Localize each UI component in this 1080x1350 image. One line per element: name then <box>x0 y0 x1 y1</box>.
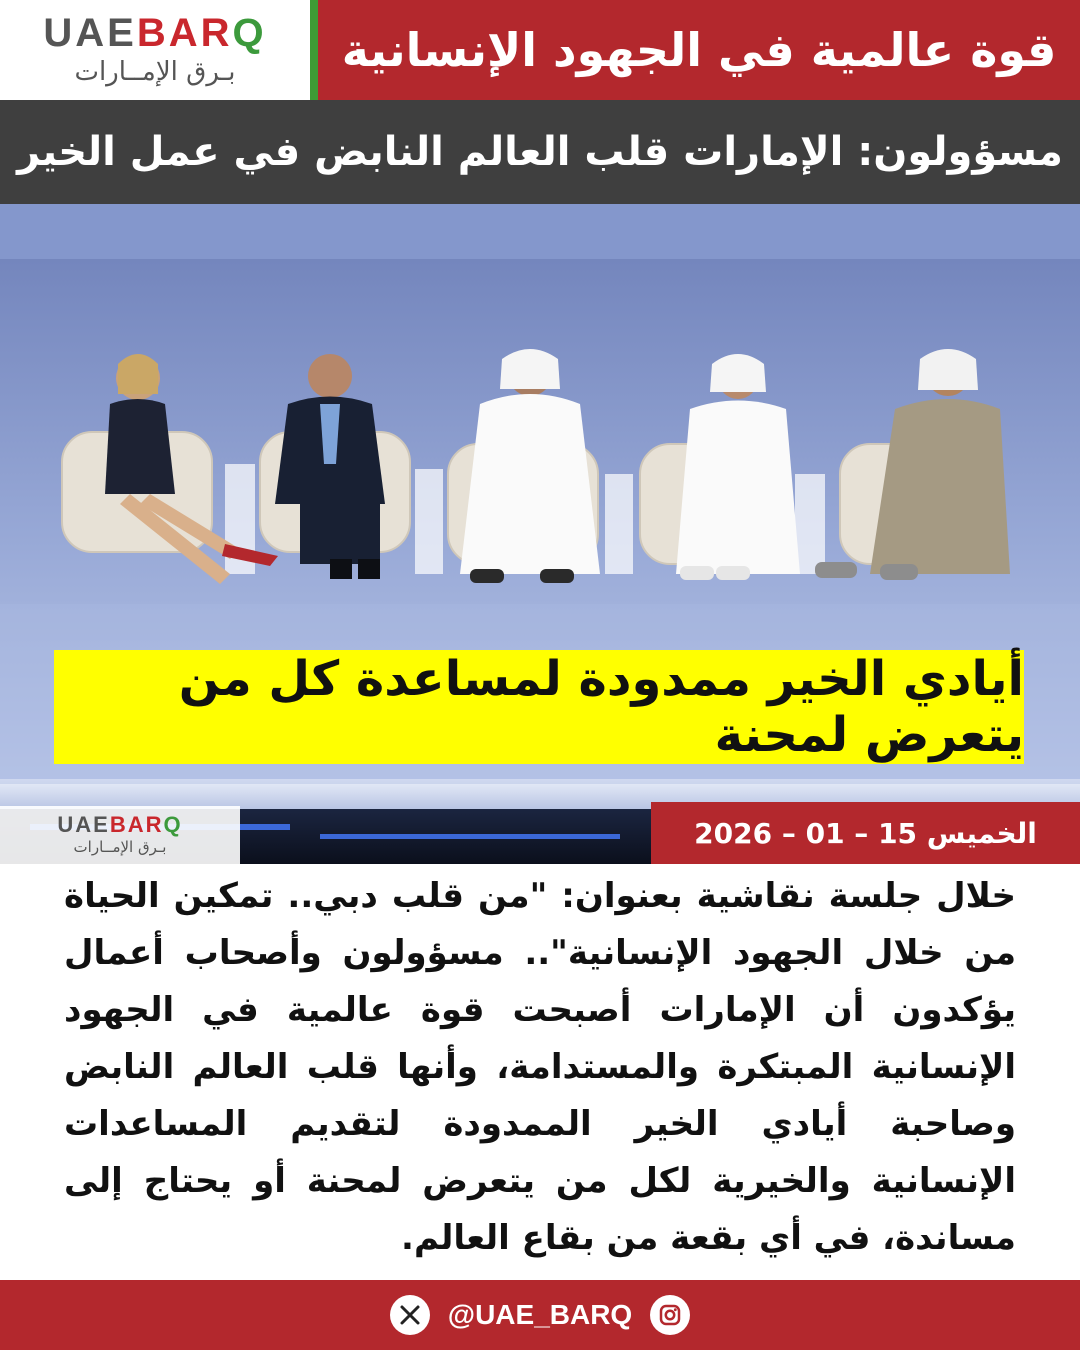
watermark-logo <box>0 806 240 864</box>
highlight-banner <box>54 650 1024 764</box>
top-bar <box>0 0 1080 100</box>
highlight-text: أيادي الخير ممدودة لمساعدة كل من يتعرض لمحنة <box>178 651 1024 763</box>
green-stripe <box>310 0 318 100</box>
date-bar <box>651 802 1080 864</box>
footer-bar <box>0 1280 1080 1350</box>
headline-title: قوة عالمية في الجهود الإنسانية <box>341 23 1057 77</box>
article-body <box>64 868 1016 1270</box>
social-links <box>390 1295 690 1335</box>
x-icon[interactable] <box>390 1295 430 1335</box>
panel-photo <box>0 204 1080 864</box>
watermark-wordmark: UAEBARQ <box>57 812 183 837</box>
social-handle[interactable]: @UAE_BARQ <box>447 1299 633 1330</box>
subtitle-bar <box>0 100 1080 204</box>
date-text: الخميس 15 – 01 – 2026 <box>694 816 1037 850</box>
instagram-icon[interactable] <box>650 1295 690 1335</box>
subtitle-text: مسؤولون: الإمارات قلب العالم النابض في عمل الخير <box>17 129 1063 175</box>
article-paragraph: خلال جلسة نقاشية بعنوان: "من قلب دبي.. تمكين الحياة من خلال الجهود الإنسانية".. مسؤولون وأصحاب أعمال يؤكدون أن الإمارات أصبحت قوة عالمية في الجهود الإنسانية المبتكرة والمستدامة، وأنها قلب العالم النابض وصاحبة أيادي الخير الممدودة لتقديم المساعدات الإنسانية والخيرية لكل من يتعرض لمحنة أو يحتاج إلى مساندة، في أي بقعة من بقاع العالم. <box>64 876 1016 1258</box>
logo-wordmark: UAEBARQ <box>43 11 267 55</box>
watermark-arabic: بـرق الإمــارات <box>73 838 167 856</box>
headline-bar <box>318 0 1080 100</box>
brand-logo <box>0 0 310 100</box>
logo-arabic: بـرق الإمــارات <box>74 57 236 87</box>
